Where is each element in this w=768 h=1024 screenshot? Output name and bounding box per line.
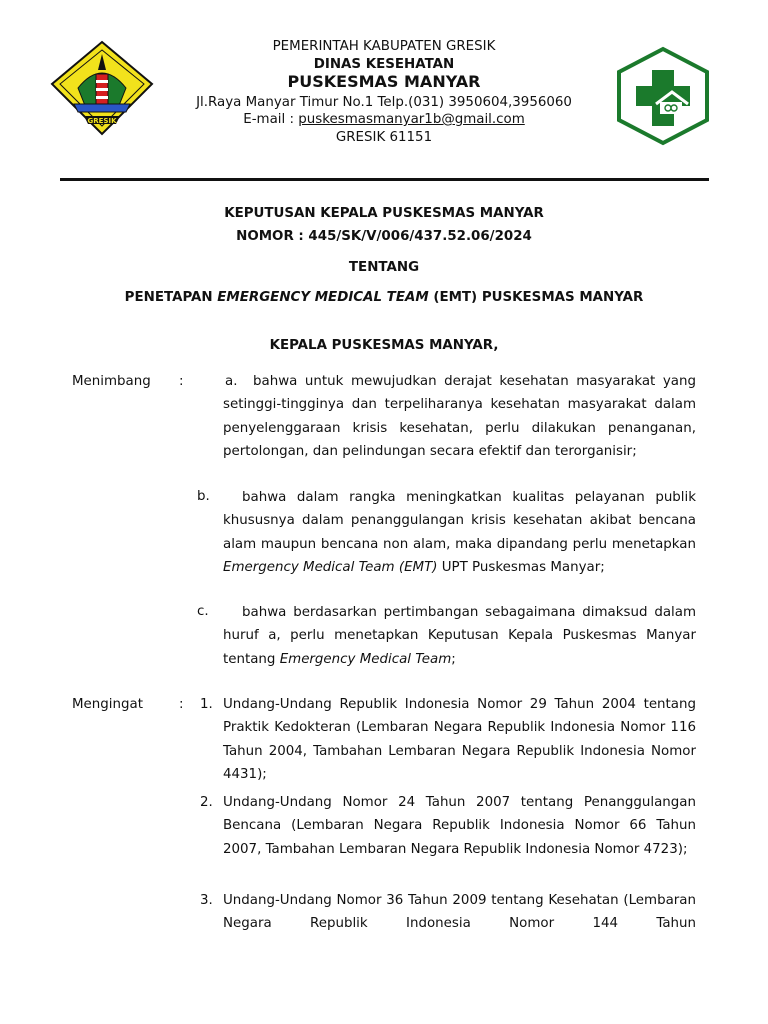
signatory-heading: KEPALA PUSKESMAS MANYAR, (269, 338, 499, 353)
subject-post: (EMT) PUSKESMAS MANYAR (428, 290, 644, 305)
decree-about: TENTANG (348, 260, 420, 275)
decree-title: KEPUTUSAN KEPALA PUSKESMAS MANYAR (224, 206, 544, 221)
menimbang-marker-c: c. (197, 604, 209, 619)
mengingat-marker-3: 3. (200, 893, 213, 908)
mengingat-item-1: Undang-Undang Republik Indonesia Nomor 29 Tahun 2004 tentang Praktik Kedokteran (Lembaran Negara Republik Indonesia Nomor 116 Tahun 2004, Tambahan Lembaran Negara Republik Indonesia Nomor 4431); (223, 697, 696, 782)
item-c-italic: Emergency Medical Team (279, 651, 452, 667)
mengingat-item-3: Undang-Undang Nomor 36 Tahun 2009 tentang Kesehatan (Lembaran Negara Republik Indonesia Nomor 144 Tahun (223, 893, 696, 932)
email-link[interactable]: puskesmasmanyar1b@gmail.com (298, 112, 525, 127)
mengingat-colon: : (179, 697, 184, 712)
menimbang-marker-a: a. (225, 374, 238, 389)
header-address: Jl.Raya Manyar Timur No.1 Telp.(031) 3950604,3956060 (196, 95, 572, 110)
mengingat-marker-2: 2. (200, 795, 213, 810)
header-city: GRESIK 61151 (335, 130, 433, 145)
header-department: DINAS KESEHATAN (313, 57, 455, 72)
item-b-post: UPT Puskesmas Manyar; (437, 559, 605, 575)
item-c-pre: bahwa berdasarkan pertimbangan sebagaimana dimaksud dalam huruf a, perlu menetapkan Keputusan Kepala Puskesmas Manyar tentang (223, 605, 696, 667)
item-b-italic: Emergency Medical Team (EMT) (223, 559, 438, 575)
header-institution: PUSKESMAS MANYAR (287, 72, 481, 91)
mengingat-item-2: Undang-Undang Nomor 24 Tahun 2007 tentang Penanggulangan Bencana (Lembaran Negara Republik Indonesia Nomor 66 Tahun 2007, Tambahan Lembaran Negara Republik Indonesia Nomor 4723); (223, 795, 696, 857)
decree-number: NOMOR : 445/SK/V/006/437.52.06/2024 (236, 229, 532, 244)
menimbang-item-b (223, 486, 696, 579)
mengingat-label: Mengingat (72, 697, 143, 712)
email-label: E-mail : (243, 112, 299, 127)
header-email-line (0, 111, 768, 128)
subject-italic: EMERGENCY MEDICAL TEAM (217, 290, 429, 305)
menimbang-marker-b: b. (197, 489, 210, 504)
mengingat-marker-1: 1. (200, 697, 213, 712)
header-government: PEMERINTAH KABUPATEN GRESIK (272, 39, 496, 54)
menimbang-item-a: bahwa untuk mewujudkan derajat kesehatan masyarakat yang setinggi-tingginya dan terpeliharanya kesehatan masyarakat dalam penyelenggaraan krisis kesehatan, perlu dilakukan penanganan, pertolongan, dan pelindungan secara efektif dan terorganisir; (223, 374, 696, 459)
item-c-post: ; (451, 651, 456, 667)
letterhead-divider (60, 178, 709, 181)
menimbang-colon: : (179, 374, 184, 389)
item-b-pre: bahwa dalam rangka meningkatkan kualitas pelayanan publik khususnya dalam penanggulangan krisis kesehatan akibat bencana alam maupun bencana non alam, maka dipandang perlu menetapkan (223, 490, 696, 552)
decree-subject (0, 290, 768, 305)
subject-pre: PENETAPAN (124, 290, 218, 305)
gresik-logo-text: GRESIK (87, 117, 117, 125)
menimbang-label: Menimbang (72, 374, 151, 389)
menimbang-item-c (223, 601, 696, 671)
